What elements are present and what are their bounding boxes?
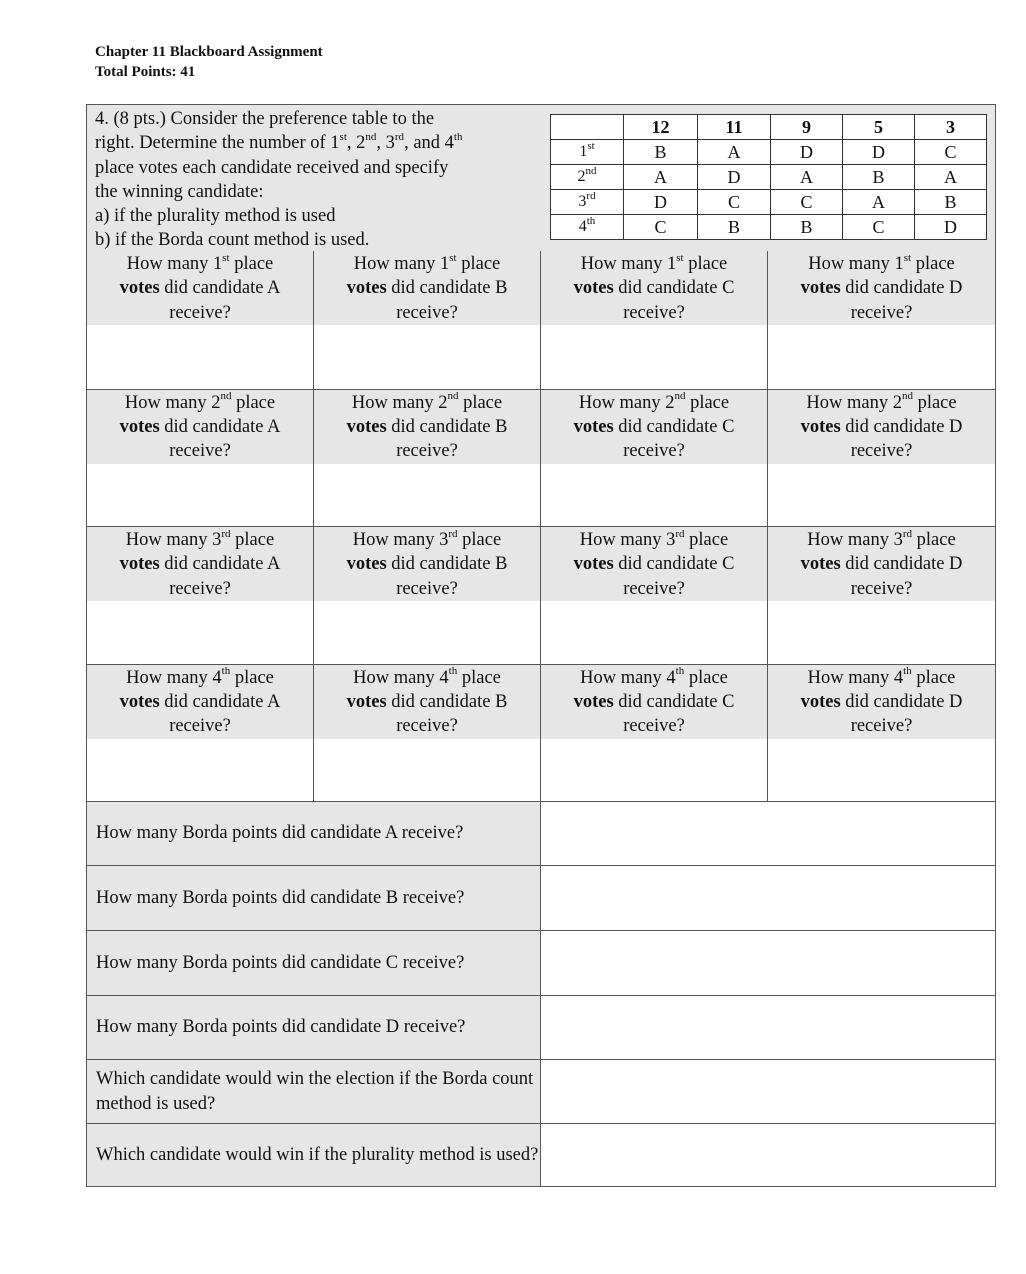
- answer-box[interactable]: [314, 739, 540, 802]
- preference-cell: A: [915, 165, 987, 190]
- preference-cell: C: [843, 215, 915, 240]
- preference-cell: B: [843, 165, 915, 190]
- question-label: How many Borda points did candidate B receive?: [87, 866, 540, 930]
- question-text: How many 1st place votes did candidate D receive?: [768, 251, 995, 325]
- answer-box[interactable]: [540, 931, 995, 995]
- question-cell: [768, 526, 995, 664]
- question-text: How many 4th place votes did candidate C receive?: [541, 665, 767, 739]
- question-cell: [768, 664, 995, 802]
- question-row: [87, 526, 995, 664]
- answer-box[interactable]: [541, 601, 767, 664]
- question-text: How many 2nd place votes did candidate C receive?: [541, 390, 767, 464]
- preference-cell: C: [915, 140, 987, 165]
- borda-question-row: [87, 930, 995, 995]
- question-intro: [87, 105, 995, 251]
- voter-count-row: [551, 115, 987, 140]
- question-cell: [314, 664, 541, 802]
- answer-box[interactable]: [314, 464, 540, 527]
- assignment-title: Chapter 11 Blackboard Assignment: [95, 44, 323, 60]
- rank-label: 1st: [551, 140, 624, 165]
- preference-cell: A: [843, 190, 915, 215]
- answer-box[interactable]: [87, 739, 313, 802]
- preference-cell: C: [624, 215, 698, 240]
- preference-cell: D: [624, 190, 698, 215]
- question-row: [87, 251, 995, 389]
- question-cell: [768, 389, 995, 527]
- question-label: How many Borda points did candidate C receive?: [87, 931, 540, 995]
- question-cell: [314, 526, 541, 664]
- intro-line: b) if the Borda count method is used.: [95, 230, 370, 251]
- borda-question-row: [87, 995, 995, 1059]
- preference-cell: D: [915, 215, 987, 240]
- voter-count: 5: [843, 115, 915, 140]
- question-text: How many 1st place votes did candidate B receive?: [314, 251, 540, 325]
- preference-row: [551, 165, 987, 190]
- question-cell: [314, 389, 541, 527]
- preference-cell: C: [771, 190, 843, 215]
- question-cell: [541, 389, 768, 527]
- answer-box[interactable]: [87, 464, 313, 527]
- question-text: How many 3rd place votes did candidate A receive?: [87, 527, 313, 601]
- question-cell: [87, 389, 314, 527]
- voter-count: 11: [698, 115, 771, 140]
- question-cell: [314, 251, 541, 389]
- question-cell: [768, 251, 995, 389]
- preference-cell: A: [698, 140, 771, 165]
- question-text: How many 3rd place votes did candidate D receive?: [768, 527, 995, 601]
- rank-label: 4th: [551, 215, 624, 240]
- intro-line: right. Determine the number of 1st, 2nd, 3rd, and 4th: [95, 131, 463, 154]
- answer-box[interactable]: [87, 601, 313, 664]
- preference-cell: B: [698, 215, 771, 240]
- answer-box[interactable]: [314, 601, 540, 664]
- question-label: Which candidate would win the election if the Borda count method is used?: [87, 1060, 540, 1123]
- intro-line: 4. (8 pts.) Consider the preference table to the: [95, 109, 435, 129]
- borda-question-row: [87, 801, 995, 865]
- preference-row: [551, 140, 987, 165]
- preference-cell: D: [698, 165, 771, 190]
- question-row: [87, 389, 995, 527]
- voter-count: 12: [624, 115, 698, 140]
- intro-text: [95, 107, 545, 253]
- preference-cell: C: [698, 190, 771, 215]
- question-text: How many 3rd place votes did candidate B receive?: [314, 527, 540, 601]
- question-row: [87, 664, 995, 802]
- answer-box[interactable]: [540, 802, 995, 865]
- borda-question-row: [87, 865, 995, 930]
- question-text: How many 4th place votes did candidate D receive?: [768, 665, 995, 739]
- preference-cell: D: [843, 140, 915, 165]
- question-text: How many 4th place votes did candidate B receive?: [314, 665, 540, 739]
- intro-line: place votes each candidate received and specify: [95, 157, 449, 178]
- preference-cell: D: [771, 140, 843, 165]
- question-text: How many 2nd place votes did candidate A receive?: [87, 390, 313, 464]
- question-text: How many 3rd place votes did candidate C receive?: [541, 527, 767, 601]
- question-cell: [87, 526, 314, 664]
- preference-row: [551, 190, 987, 215]
- question-cell: [87, 664, 314, 802]
- question-cell: [87, 251, 314, 389]
- preference-cell: B: [915, 190, 987, 215]
- total-points: Total Points: 41: [95, 64, 196, 80]
- preference-cell: A: [624, 165, 698, 190]
- question-cell: [541, 526, 768, 664]
- answer-box[interactable]: [768, 325, 995, 389]
- preference-cell: B: [624, 140, 698, 165]
- question-label: How many Borda points did candidate A receive?: [87, 802, 540, 865]
- answer-box[interactable]: [87, 325, 313, 389]
- answer-box[interactable]: [540, 996, 995, 1059]
- intro-line: the winning candidate:: [95, 181, 264, 202]
- question-cell: [541, 251, 768, 389]
- question-text: How many 1st place votes did candidate C receive?: [541, 251, 767, 325]
- answer-box[interactable]: [768, 464, 995, 527]
- borda-question-row: [87, 1059, 995, 1123]
- preference-cell: B: [771, 215, 843, 240]
- voter-count: 9: [771, 115, 843, 140]
- document-header: [95, 42, 323, 82]
- question-frame: [86, 104, 996, 1187]
- borda-question-row: [87, 1123, 995, 1186]
- question-cell: [541, 664, 768, 802]
- vote-question-grid: [87, 251, 995, 801]
- rank-label: 2nd: [551, 165, 624, 190]
- question-label: How many Borda points did candidate D receive?: [87, 996, 540, 1059]
- corner-cell: [551, 115, 624, 140]
- preference-row: [551, 215, 987, 240]
- preference-cell: A: [771, 165, 843, 190]
- preference-table: [550, 114, 987, 240]
- intro-line: a) if the plurality method is used: [95, 206, 336, 227]
- answer-box[interactable]: [540, 1124, 995, 1186]
- answer-box[interactable]: [541, 325, 767, 389]
- answer-box[interactable]: [541, 739, 767, 802]
- rank-label: 3rd: [551, 190, 624, 215]
- question-text: How many 2nd place votes did candidate D receive?: [768, 390, 995, 464]
- question-text: How many 4th place votes did candidate A receive?: [87, 665, 313, 739]
- answer-box[interactable]: [540, 1060, 995, 1123]
- voter-count: 3: [915, 115, 987, 140]
- question-text: How many 1st place votes did candidate A receive?: [87, 251, 313, 325]
- answer-box[interactable]: [540, 866, 995, 930]
- answer-box[interactable]: [768, 601, 995, 664]
- answer-box[interactable]: [314, 325, 540, 389]
- answer-box[interactable]: [768, 739, 995, 802]
- question-label: Which candidate would win if the plurality method is used?: [87, 1124, 540, 1186]
- question-text: How many 2nd place votes did candidate B receive?: [314, 390, 540, 464]
- answer-box[interactable]: [541, 464, 767, 527]
